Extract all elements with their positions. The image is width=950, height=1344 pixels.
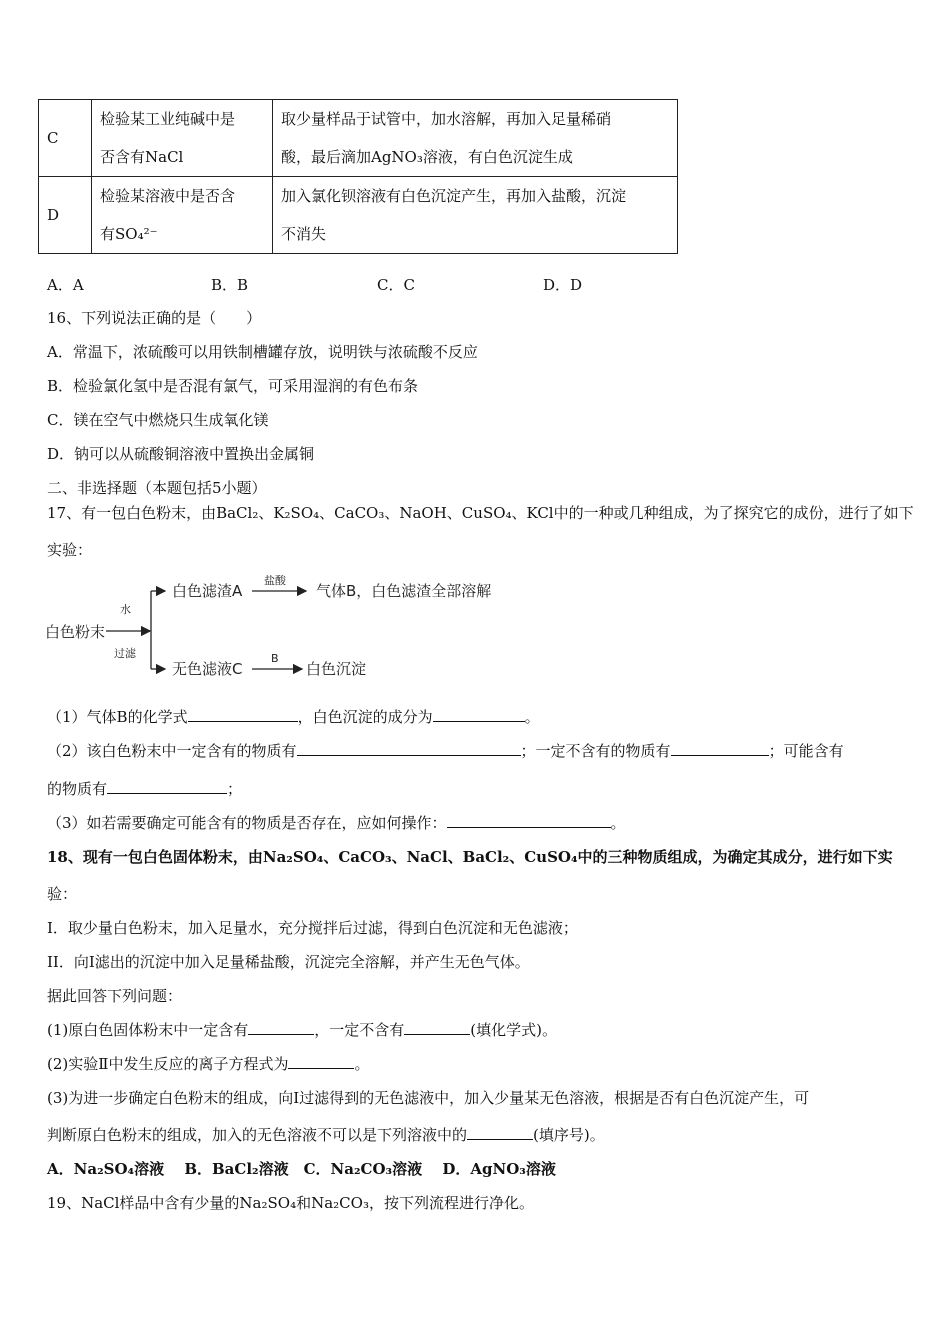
q16-option-a[interactable]: A．常温下，浓硫酸可以用铁制槽罐存放，说明铁与浓硫酸不反应 [47,343,478,361]
answer-blank[interactable] [107,779,227,794]
answer-blank[interactable] [297,741,521,756]
filter-label: 过滤 [114,647,136,660]
purpose-line: 检验某工业纯碱中是 [100,110,236,128]
options-table [38,99,678,254]
q15-option-c[interactable]: C．C [377,276,415,294]
purpose-line: 有SO₄²⁻ [100,225,158,243]
q16-option-b[interactable]: B．检验氯化氢中是否混有氯气，可采用湿润的有色布条 [47,377,419,395]
q18-step2: II．向Ⅰ滤出的沉淀中加入足量稀盐酸，沉淀完全溶解，并产生无色气体。 [47,953,530,971]
q17-stem-cont: 实验： [47,541,93,559]
q18-stem-cont: 验： [47,885,78,903]
q19-stem: 19、NaCl样品中含有少量的Na₂SO₄和Na₂CO₃，按下列流程进行净化。 [47,1194,534,1212]
answer-blank[interactable] [188,707,298,722]
purpose-line: 检验某溶液中是否含 [100,187,236,205]
q18-part2: (2)实验Ⅱ中发生反应的离子方程式为 。 [47,1055,370,1073]
q18-options[interactable]: A．Na₂SO₄溶液 B．BaCl₂溶液 C．Na₂CO₃溶液 D．AgNO₃溶液 [47,1160,556,1178]
experiment-method [273,100,678,177]
answer-blank[interactable] [404,1020,470,1035]
q16-option-d[interactable]: D．钠可以从硫酸铜溶液中置换出金属铜 [47,445,315,463]
q17-part1: （1）气体B的化学式 ，白色沉淀的成分为 。 [47,708,540,726]
q17-stem: 17、有一包白色粉末，由BaCl₂、K₂SO₄、CaCO₃、NaOH、CuSO₄、KCl中的一种或几种组成，为了探究它的成份，进行了如下 [47,504,914,522]
q18-answer-intro: 据此回答下列问题： [47,987,183,1005]
q17-part2-cont: 的物质有 ； [47,780,243,798]
section-heading: 二、非选择题（本题包括5小题） [47,479,267,497]
q18-part3-cont: 判断原白色粉末的组成，加入的无色溶液不可以是下列溶液中的 (填序号)。 [47,1126,605,1144]
answer-blank[interactable] [288,1054,354,1069]
experiment-purpose [92,177,273,254]
result-c-label: 白色沉淀 [306,660,367,678]
method-line: 取少量样品于试管中，加水溶解，再加入足量稀硝 [281,110,612,128]
method-line: 不消失 [281,225,327,243]
b-label: B [271,652,279,665]
residue-a-label: 白色滤渣A [172,582,243,600]
table-row [39,177,678,254]
q17-flow-diagram [40,575,510,690]
q17-part3: （3）如若需要确定可能含有的物质是否存在，应如何操作： 。 [47,814,626,832]
q18-step1: I．取少量白色粉末，加入足量水，充分搅拌后过滤，得到白色沉淀和无色滤液； [47,919,578,937]
filtrate-c-label: 无色滤液C [172,660,243,678]
start-label: 白色粉末 [45,623,106,641]
purpose-line: 否含有NaCl [100,148,184,166]
q15-option-a[interactable]: A．A [47,276,84,294]
q18-stem: 18、现有一包白色固体粉末，由Na₂SO₄、CaCO₃、NaCl、BaCl₂、CuSO₄中的三种物质组成，为确定其成分，进行如下实 [47,848,893,866]
answer-blank[interactable] [467,1125,533,1140]
row-label: C [39,100,92,177]
result-a-label: 气体B，白色滤渣全部溶解 [316,582,492,600]
answer-blank[interactable] [671,741,769,756]
row-label: D [39,177,92,254]
experiment-purpose [92,100,273,177]
table-row [39,100,678,177]
q16-option-c[interactable]: C．镁在空气中燃烧只生成氧化镁 [47,411,269,429]
experiment-method [273,177,678,254]
method-line: 酸，最后滴加AgNO₃溶液，有白色沉淀生成 [281,148,573,166]
q17-part2: （2）该白色粉末中一定含有的物质有 ；一定不含有的物质有 ；可能含有 [47,742,844,760]
answer-blank[interactable] [447,813,611,828]
method-line: 加入氯化钡溶液有白色沉淀产生，再加入盐酸，沉淀 [281,187,627,205]
q15-option-d[interactable]: D．D [543,276,583,294]
answer-blank[interactable] [248,1020,314,1035]
q15-option-b[interactable]: B．B [211,276,249,294]
q18-part3: (3)为进一步确定白色粉末的组成，向Ⅰ过滤得到的无色滤液中，加入少量某无色溶液，根据是否有白色沉淀产生，可 [47,1089,810,1107]
q18-part1: (1)原白色固体粉末中一定含有 ，一定不含有 (填化学式)。 [47,1021,557,1039]
water-label: 水 [120,603,131,616]
answer-blank[interactable] [433,707,525,722]
hcl-label: 盐酸 [264,575,286,587]
q16-stem: 16、下列说法正确的是（ ） [47,309,262,327]
